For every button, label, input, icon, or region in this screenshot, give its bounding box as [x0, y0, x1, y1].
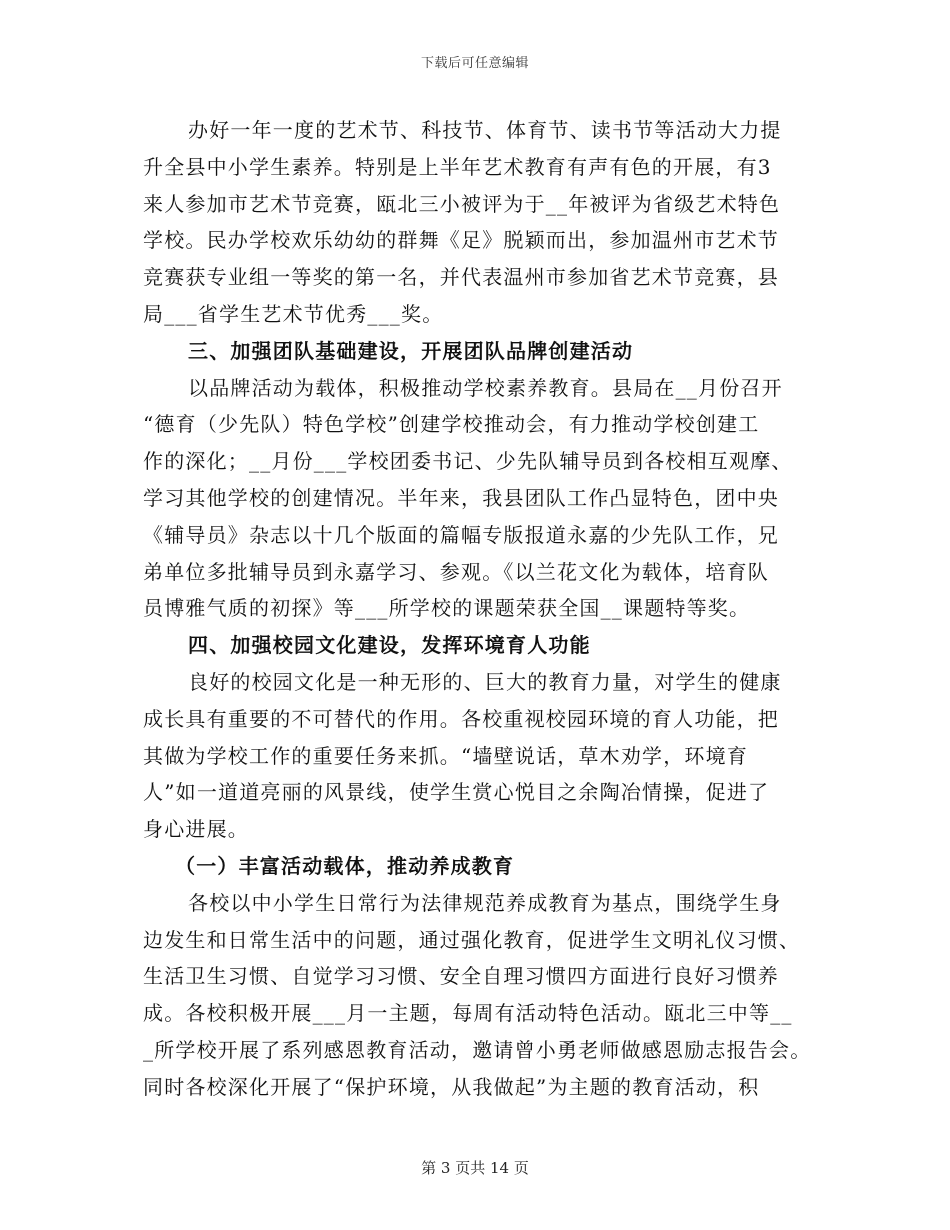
body-line: 身心进展。	[143, 817, 249, 842]
body-line: 《辅导员》杂志以十几个版面的篇幅专版报道永嘉的少先队工作，兄	[143, 522, 779, 547]
body-line: 以品牌活动为载体，积极推动学校素养教育。县局在__月份召开	[188, 375, 783, 400]
body-line: 升全县中小学生素养。特别是上半年艺术教育有声有色的开展，有3	[143, 154, 772, 179]
body-line: 成长具有重要的不可替代的作用。各校重视校园环境的育人功能，把	[143, 706, 779, 731]
page-footer: 第 3 页共 14 页	[421, 1159, 529, 1177]
body-line: 办好一年一度的艺术节、科技节、体育节、读书节等活动大力提	[188, 118, 782, 142]
body-line: 弟单位多批辅导员到永嘉学习、参观。《以兰花文化为载体，培育队	[143, 559, 769, 584]
body-line: 局___省学生艺术节优秀___奖。	[143, 301, 444, 326]
body-line: 同时各校深化开展了“保护环境，从我做起”为主题的教育活动，积	[143, 1074, 760, 1099]
body-line: 良好的校园文化是一种无形的、巨大的教育力量，对学生的健康	[188, 669, 782, 694]
body-line: 生活卫生习惯、自觉学习习惯、安全自理习惯四方面进行良好习惯养	[143, 964, 779, 989]
body-line: 作的深化；__月份___学校团委书记、少先队辅导员到各校相互观摩、	[143, 449, 793, 474]
body-line: 成。各校积极开展___月一主题，每周有活动特色活动。瓯北三中等__	[143, 1001, 793, 1026]
page-header: 下载后可任意编辑	[420, 56, 529, 71]
body-line: 其做为学校工作的重要任务来抓。“墙壁说话，草木劝学，环境育	[143, 743, 749, 768]
subsection-heading: （一）丰富活动载体，推动养成教育	[175, 853, 515, 878]
body-line: 员博雅气质的初探》等___所学校的课题荣获全国__课题特等奖。	[143, 596, 751, 621]
section-heading: 三、加强团队基础建设，开展团队品牌创建活动	[188, 338, 634, 363]
body-line: 各校以中小学生日常行为法律规范养成教育为基点，围绕学生身	[188, 890, 782, 915]
body-line: 边发生和日常生活中的问题，通过强化教育，促进学生文明礼仪习惯、	[143, 927, 801, 952]
section-heading: 四、加强校园文化建设，发挥环境育人功能	[188, 633, 591, 658]
body-line: 人”如一道道亮丽的风景线，使学生赏心悦目之余陶冶情操，促进了	[143, 780, 770, 805]
body-line: “德育（少先队）特色学校”创建学校推动会，有力推动学校创建工	[143, 412, 760, 437]
body-line: _所学校开展了系列感恩教育活动，邀请曾小勇老师做感恩励志报告会。	[143, 1037, 812, 1062]
body-line: 学校。民办学校欢乐幼幼的群舞《足》脱颖而出，参加温州市艺术节	[143, 228, 779, 253]
body-line: 来人参加市艺术节竞赛，瓯北三小被评为于__年被评为省级艺术特色	[143, 191, 781, 216]
body-line: 学习其他学校的创建情况。半年来，我县团队工作凸显特色，团中央	[143, 485, 779, 510]
body-line: 竞赛获专业组一等奖的第一名，并代表温州市参加省艺术节竞赛，县	[143, 265, 779, 290]
document-body	[143, 112, 819, 1106]
